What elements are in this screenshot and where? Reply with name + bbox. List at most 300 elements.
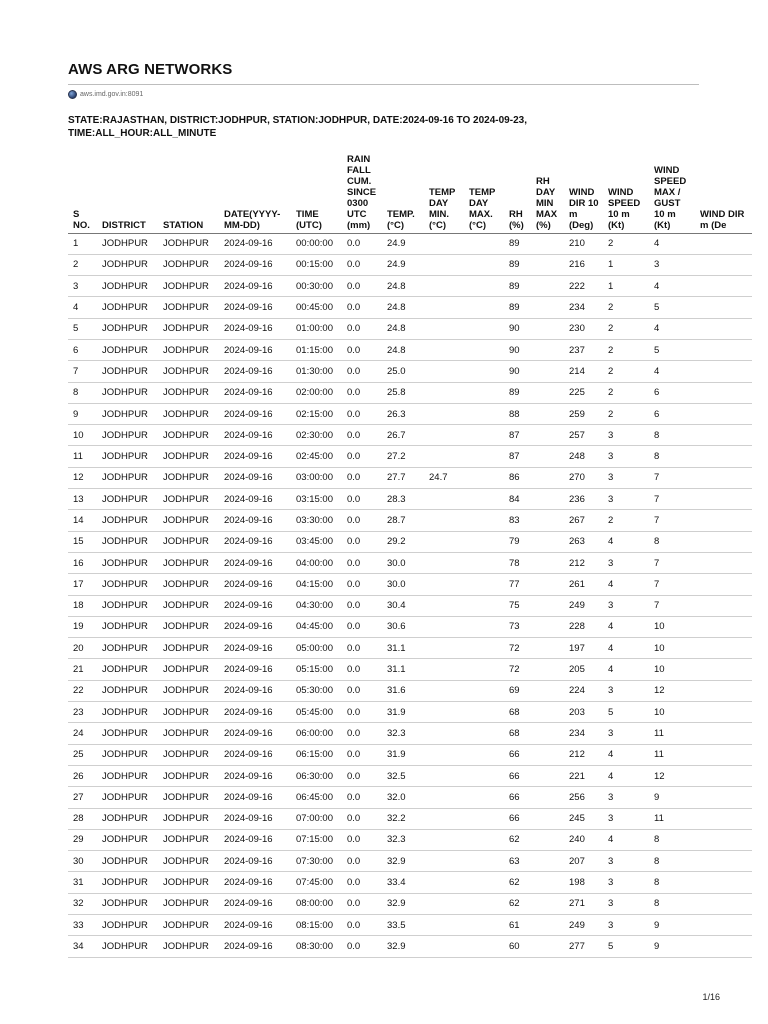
table-cell: 10 [649,659,695,680]
table-cell [424,233,464,254]
table-cell: 2024-09-16 [219,936,291,957]
table-row [68,552,752,573]
table-cell: 32.0 [382,787,424,808]
table-cell: 3 [603,595,649,616]
table-cell [464,489,504,510]
table-cell: 89 [504,382,531,403]
table-cell: 224 [564,680,603,701]
table-cell: 11 [68,446,97,467]
data-table [68,150,752,958]
table-cell: 221 [564,765,603,786]
table-cell: 13 [68,489,97,510]
table-cell [424,872,464,893]
table-cell: 31.9 [382,702,424,723]
table-cell: 33 [68,915,97,936]
table-cell: 2024-09-16 [219,318,291,339]
table-cell: JODHPUR [97,829,158,850]
table-cell: 26.7 [382,425,424,446]
table-cell: 07:15:00 [291,829,342,850]
table-cell [464,829,504,850]
table-cell [695,936,752,957]
table-cell [424,808,464,829]
table-cell [424,851,464,872]
table-cell [695,467,752,488]
table-cell: 8 [68,382,97,403]
table-cell: JODHPUR [158,851,219,872]
table-cell: 0.0 [342,467,382,488]
table-cell: 10 [649,616,695,637]
table-cell: 07:30:00 [291,851,342,872]
table-cell: 30.4 [382,595,424,616]
table-cell [464,467,504,488]
table-cell: 06:00:00 [291,723,342,744]
table-cell: JODHPUR [97,872,158,893]
table-cell: 29.2 [382,531,424,552]
table-cell: 89 [504,297,531,318]
table-row [68,446,752,467]
table-cell: JODHPUR [158,361,219,382]
table-cell: JODHPUR [158,339,219,360]
table-cell: 00:30:00 [291,276,342,297]
table-cell: 197 [564,638,603,659]
table-cell [464,808,504,829]
table-cell [531,489,564,510]
table-cell: 8 [649,851,695,872]
table-row [68,574,752,595]
table-cell: JODHPUR [97,574,158,595]
table-cell: 19 [68,616,97,637]
table-cell [531,531,564,552]
table-cell: 02:00:00 [291,382,342,403]
table-cell: 20 [68,638,97,659]
table-cell: 3 [603,872,649,893]
table-cell: 3 [603,893,649,914]
table-cell [464,872,504,893]
table-cell [424,254,464,275]
table-cell: 237 [564,339,603,360]
column-header: TIME (UTC) [291,150,342,233]
table-cell: 14 [68,510,97,531]
table-cell: JODHPUR [158,638,219,659]
table-cell: 86 [504,467,531,488]
table-cell [464,702,504,723]
table-cell [695,425,752,446]
table-cell: 7 [649,595,695,616]
table-cell: 4 [649,318,695,339]
table-cell [695,808,752,829]
table-cell: 212 [564,552,603,573]
table-cell: 249 [564,915,603,936]
table-cell: JODHPUR [97,446,158,467]
table-cell [695,552,752,573]
table-cell: 32 [68,893,97,914]
table-cell: 02:45:00 [291,446,342,467]
table-cell: 88 [504,403,531,424]
table-cell: JODHPUR [97,893,158,914]
table-cell: 256 [564,787,603,808]
table-cell: 28.3 [382,489,424,510]
table-cell [695,744,752,765]
table-row [68,787,752,808]
table-cell: 2024-09-16 [219,574,291,595]
table-cell: 32.2 [382,808,424,829]
table-cell: 62 [504,893,531,914]
table-cell: 0.0 [342,574,382,595]
table-cell [464,510,504,531]
column-header: TEMP DAY MAX. (°C) [464,150,504,233]
table-cell: 25.8 [382,382,424,403]
table-cell: 0.0 [342,787,382,808]
table-cell: 2024-09-16 [219,595,291,616]
table-cell: 2024-09-16 [219,680,291,701]
table-cell: 27.7 [382,467,424,488]
table-cell: 2024-09-16 [219,531,291,552]
table-cell: 08:30:00 [291,936,342,957]
table-cell [424,552,464,573]
table-cell [531,254,564,275]
table-cell [695,318,752,339]
table-cell [424,510,464,531]
table-cell: 03:45:00 [291,531,342,552]
table-cell: 66 [504,744,531,765]
table-cell [531,403,564,424]
table-cell: JODHPUR [158,680,219,701]
table-cell [424,616,464,637]
table-cell: 2 [603,361,649,382]
table-cell: 2024-09-16 [219,787,291,808]
table-cell: JODHPUR [97,808,158,829]
table-cell: JODHPUR [158,744,219,765]
table-cell [695,851,752,872]
table-cell: 234 [564,723,603,744]
table-cell: 27 [68,787,97,808]
query-parameters-line-2: TIME:ALL_HOUR:ALL_MINUTE [68,128,217,139]
table-cell: 04:00:00 [291,552,342,573]
table-row [68,744,752,765]
table-row [68,339,752,360]
table-cell [464,531,504,552]
table-row [68,851,752,872]
table-cell: 6 [649,382,695,403]
table-cell: 03:00:00 [291,467,342,488]
table-cell: JODHPUR [158,765,219,786]
table-cell [531,425,564,446]
table-cell: JODHPUR [158,659,219,680]
table-cell: JODHPUR [97,297,158,318]
table-cell: 4 [603,638,649,659]
table-cell: 05:15:00 [291,659,342,680]
table-cell: JODHPUR [97,638,158,659]
table-cell: 02:15:00 [291,403,342,424]
table-cell: JODHPUR [97,403,158,424]
table-cell [531,318,564,339]
table-cell [464,382,504,403]
table-cell: 2024-09-16 [219,702,291,723]
table-cell: 9 [649,787,695,808]
table-cell: 3 [603,446,649,467]
table-cell: 26 [68,765,97,786]
table-cell: 07:45:00 [291,872,342,893]
column-header: S NO. [68,150,97,233]
table-cell: 0.0 [342,829,382,850]
table-cell [695,787,752,808]
table-cell: JODHPUR [97,702,158,723]
table-cell: 66 [504,808,531,829]
table-cell: 261 [564,574,603,595]
table-cell: 24.8 [382,318,424,339]
table-cell: 3 [68,276,97,297]
table-cell: JODHPUR [158,233,219,254]
table-row [68,638,752,659]
table-cell: 0.0 [342,489,382,510]
table-cell: 0.0 [342,808,382,829]
table-cell: 1 [68,233,97,254]
table-cell [531,361,564,382]
table-row [68,318,752,339]
table-cell: 4 [649,276,695,297]
source-url[interactable] [68,88,143,100]
table-cell: JODHPUR [158,489,219,510]
table-cell: 225 [564,382,603,403]
table-cell: 24.8 [382,339,424,360]
column-header: RH DAY MIN MAX (%) [531,150,564,233]
table-cell: 257 [564,425,603,446]
table-cell: 0.0 [342,339,382,360]
table-cell: 0.0 [342,276,382,297]
table-cell: 22 [68,680,97,701]
table-cell: 63 [504,851,531,872]
table-cell: JODHPUR [158,616,219,637]
table-cell [424,787,464,808]
table-cell [695,872,752,893]
table-row [68,233,752,254]
table-cell [464,361,504,382]
table-cell: 33.4 [382,872,424,893]
table-cell [695,829,752,850]
table-cell: JODHPUR [158,787,219,808]
table-cell: 2 [603,382,649,403]
table-cell [424,446,464,467]
table-cell [695,638,752,659]
table-cell: JODHPUR [158,467,219,488]
table-cell: 0.0 [342,659,382,680]
table-cell [531,297,564,318]
table-cell: JODHPUR [158,872,219,893]
table-cell: 3 [603,680,649,701]
table-cell [424,425,464,446]
table-cell: 0.0 [342,893,382,914]
table-cell: 4 [649,233,695,254]
table-cell: JODHPUR [158,254,219,275]
table-cell: 0.0 [342,638,382,659]
table-cell: JODHPUR [97,851,158,872]
table-cell: 89 [504,276,531,297]
table-row [68,808,752,829]
table-cell: 249 [564,595,603,616]
table-cell [531,382,564,403]
table-cell: JODHPUR [97,616,158,637]
table-cell [424,382,464,403]
table-cell: JODHPUR [158,893,219,914]
table-cell: 21 [68,659,97,680]
table-cell: JODHPUR [158,829,219,850]
table-cell: 61 [504,915,531,936]
table-cell: 2024-09-16 [219,510,291,531]
table-cell: JODHPUR [97,425,158,446]
table-cell [424,531,464,552]
table-cell: 3 [603,915,649,936]
table-cell: 79 [504,531,531,552]
table-cell: 210 [564,233,603,254]
table-cell: 198 [564,872,603,893]
table-cell: 0.0 [342,446,382,467]
table-cell [531,936,564,957]
table-cell: 3 [603,851,649,872]
table-cell [424,276,464,297]
table-cell: JODHPUR [158,276,219,297]
table-cell: 5 [649,339,695,360]
table-cell: 7 [649,574,695,595]
table-cell [531,616,564,637]
table-cell: 7 [649,467,695,488]
table-cell: 2024-09-16 [219,361,291,382]
table-cell: 2024-09-16 [219,254,291,275]
table-cell: 2 [603,403,649,424]
table-cell: 62 [504,829,531,850]
table-header-row [68,150,752,233]
table-cell: 24.7 [424,467,464,488]
table-row [68,893,752,914]
table-cell [531,233,564,254]
table-cell: 2024-09-16 [219,723,291,744]
table-cell [531,467,564,488]
table-cell [695,680,752,701]
table-cell [464,233,504,254]
table-cell: 01:00:00 [291,318,342,339]
table-row [68,382,752,403]
table-cell: 12 [649,765,695,786]
table-cell: 0.0 [342,872,382,893]
table-cell [424,702,464,723]
table-cell: 214 [564,361,603,382]
table-cell: 11 [649,808,695,829]
table-cell: 31.1 [382,659,424,680]
table-cell: 245 [564,808,603,829]
table-cell: JODHPUR [97,361,158,382]
table-cell: 0.0 [342,851,382,872]
table-cell: 2024-09-16 [219,829,291,850]
table-cell: 89 [504,233,531,254]
table-cell: 27.2 [382,446,424,467]
table-cell: 228 [564,616,603,637]
table-cell: JODHPUR [97,382,158,403]
table-cell [464,638,504,659]
table-cell: 216 [564,254,603,275]
table-cell: JODHPUR [97,915,158,936]
table-row [68,702,752,723]
table-cell: 7 [68,361,97,382]
table-cell: 30 [68,851,97,872]
table-cell: 2024-09-16 [219,808,291,829]
table-cell: 05:30:00 [291,680,342,701]
table-cell [531,872,564,893]
table-cell: 2024-09-16 [219,467,291,488]
table-cell: 4 [68,297,97,318]
table-cell: 28.7 [382,510,424,531]
table-cell: 2 [68,254,97,275]
table-cell [695,510,752,531]
table-cell: JODHPUR [97,936,158,957]
table-cell: JODHPUR [158,595,219,616]
table-cell: 75 [504,595,531,616]
table-cell [464,552,504,573]
table-cell: 3 [603,425,649,446]
table-cell: 2024-09-16 [219,765,291,786]
table-cell: 0.0 [342,595,382,616]
table-cell: 07:00:00 [291,808,342,829]
table-cell: 0.0 [342,297,382,318]
column-header: WIND SPEED MAX / GUST 10 m (Kt) [649,150,695,233]
table-cell: 234 [564,297,603,318]
table-cell: 6 [649,403,695,424]
table-cell: 4 [603,531,649,552]
table-cell [464,616,504,637]
table-cell [424,680,464,701]
table-cell: 73 [504,616,531,637]
table-cell: 0.0 [342,510,382,531]
table-cell: 06:15:00 [291,744,342,765]
table-cell: 69 [504,680,531,701]
table-cell: 0.0 [342,382,382,403]
table-cell [531,723,564,744]
table-cell: 31.6 [382,680,424,701]
table-cell: 7 [649,489,695,510]
table-cell [424,765,464,786]
table-cell [531,574,564,595]
table-cell: 87 [504,425,531,446]
table-row [68,616,752,637]
table-cell [464,680,504,701]
table-cell: 9 [649,936,695,957]
table-cell [531,339,564,360]
table-cell: 0.0 [342,361,382,382]
table-cell: 6 [68,339,97,360]
table-cell [464,787,504,808]
table-cell: 1 [603,254,649,275]
table-cell: 62 [504,872,531,893]
table-cell: 8 [649,446,695,467]
table-cell: 11 [649,744,695,765]
table-cell: 04:30:00 [291,595,342,616]
table-cell: 03:30:00 [291,510,342,531]
table-cell: 24.8 [382,276,424,297]
table-row [68,829,752,850]
table-cell: 9 [649,915,695,936]
table-cell [424,339,464,360]
table-cell: 3 [649,254,695,275]
table-cell: 32.3 [382,723,424,744]
table-cell [531,829,564,850]
table-cell: 32.9 [382,893,424,914]
table-cell: 0.0 [342,765,382,786]
table-cell: 32.5 [382,765,424,786]
table-cell: JODHPUR [158,723,219,744]
table-cell [531,680,564,701]
table-cell: 5 [603,936,649,957]
table-cell [464,446,504,467]
table-cell: 32.9 [382,851,424,872]
table-cell: JODHPUR [158,552,219,573]
